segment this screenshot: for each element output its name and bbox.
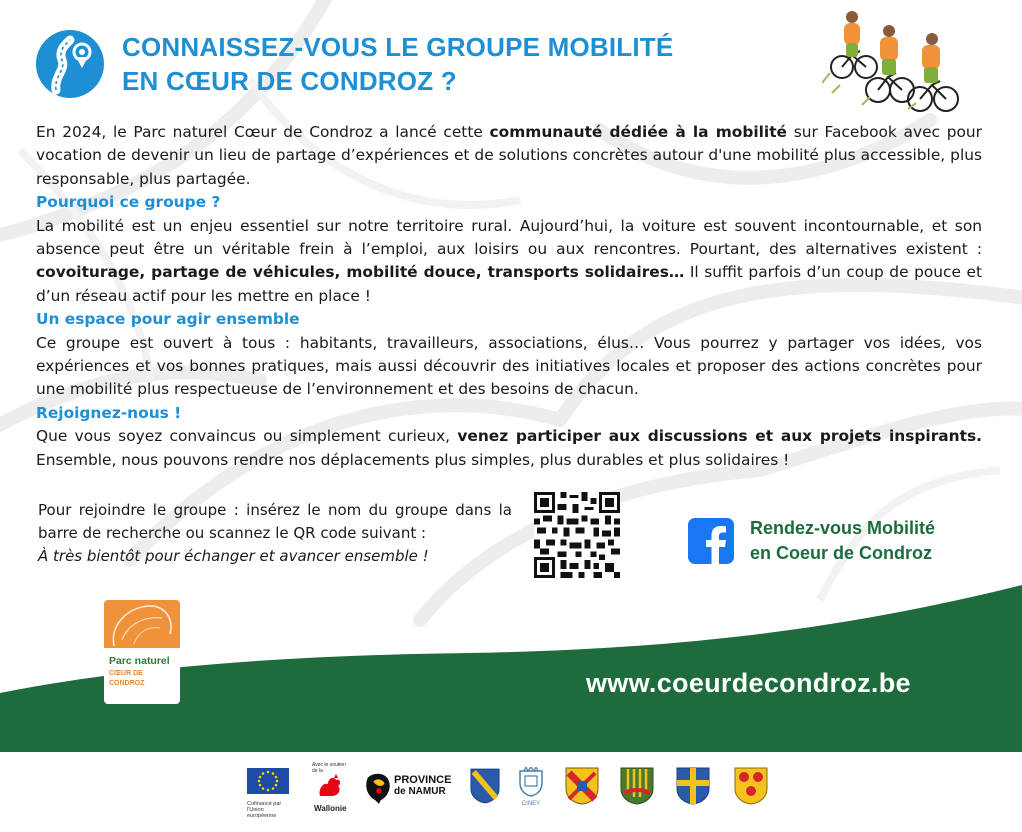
title-line-2: EN CŒUR DE CONDROZ ? xyxy=(122,66,457,96)
shield-3-icon xyxy=(565,767,599,805)
province-namur-label xyxy=(394,774,451,798)
wallonie-label: Wallonie xyxy=(314,804,347,813)
title-line-1: CONNAISSEZ-VOUS LE GROUPE MOBILITÉ xyxy=(122,32,674,62)
province-namur-emblem xyxy=(364,772,392,804)
facebook-line-2: en Coeur de Condroz xyxy=(750,543,933,563)
intro-bold: communauté dédiée à la mobilité xyxy=(489,123,787,141)
eu-caption-1: Cofinancé par xyxy=(247,801,282,807)
shield-4-icon xyxy=(620,767,654,805)
facebook-group-name[interactable] xyxy=(750,516,935,566)
section-heading-join: Rejoignez-nous ! xyxy=(36,403,182,422)
website-url[interactable]: www.coeurdecondroz.be xyxy=(586,668,911,698)
eu-logo xyxy=(247,768,293,819)
rooster-icon xyxy=(316,774,344,800)
province-line-2: de NAMUR xyxy=(394,786,446,797)
qr-code[interactable] xyxy=(534,492,620,578)
footer-partners xyxy=(0,752,1022,832)
road-map-pin-icon xyxy=(36,30,104,98)
join-bold: venez participer aux discussions et aux projets inspirants. xyxy=(457,427,982,446)
facebook-line-1: Rendez-vous Mobilité xyxy=(750,518,936,538)
header xyxy=(36,30,756,110)
join-instructions xyxy=(38,499,512,568)
wallonie-caption: Avec le soutien de la xyxy=(312,762,346,774)
leaf-mark xyxy=(104,600,180,648)
join-text: Pour rejoindre le groupe : insérez le nom du groupe dans la barre de recherche ou scannez le QR code suivant : xyxy=(38,501,512,542)
space-paragraph: Ce groupe est ouvert à tous : habitants, travailleurs, associations, élus… Vous pourrez y partager vos idées, vos expériences et vos bonnes pratiques, mais aussi découvrir des initiatives locales et proposer des actions concrètes pour une mobilité plus respectueuse de l’environnement et des besoins de chacun. xyxy=(36,333,982,399)
ciney-emblem xyxy=(518,767,546,807)
park-logo-line-1: Parc naturel xyxy=(109,655,170,667)
parc-naturel-logo xyxy=(104,600,184,710)
why-paragraph: La mobilité est un enjeu essentiel sur notre territoire rural. Aujourd’hui, la voiture est souvent incontournable, et son absence peut être un véritable frein à l’emploi, aux loisirs ou aux rencontres. Pourtant, des alternatives existent : covoiturage, partage de véhicules, mobilité douce, transports solidaires… Il suffit parfois d’un coup de pouce et d’un réseau actif pour les mettre en place ! xyxy=(36,216,982,305)
why-bold: covoiturage, partage de véhicules, mobilité douce, transports solidaires… xyxy=(36,263,685,282)
eu-flag-icon xyxy=(247,768,289,794)
park-logo-line-3: CONDROZ xyxy=(109,680,145,687)
ciney-label: CINEY xyxy=(521,801,541,807)
section-heading-space: Un espace pour agir ensemble xyxy=(36,310,300,329)
facebook-icon[interactable] xyxy=(688,518,734,564)
shield-6-icon xyxy=(734,767,768,805)
intro-paragraph: En 2024, le Parc naturel Cœur de Condroz a lancé cette communauté dédiée à la mobilité sur Facebook avec pour vocation de devenir un lieu de partage d’expériences et de solutions concrètes autour d'une mobilité plus accessible, plus responsable, plus partagée. xyxy=(36,123,982,188)
cyclists-illustration xyxy=(822,5,972,115)
eu-caption-2: l'Union européenne xyxy=(247,807,277,819)
ciney-shield-icon xyxy=(518,767,544,797)
page-title xyxy=(122,30,673,98)
shield-5-icon xyxy=(676,767,710,805)
park-logo-line-2: CŒUR DE xyxy=(109,670,143,677)
join-sign-off: À très bientôt pour échanger et avancer ensemble ! xyxy=(38,547,429,565)
join-paragraph: Que vous soyez convaincus ou simplement curieux, venez participer aux discussions et aux projets inspirants. Ensemble, nous pouvons rendre nos déplacements plus simples, plus durables et plus solidaires ! xyxy=(36,427,982,469)
shield-1-icon xyxy=(470,767,500,805)
body-text xyxy=(36,121,982,472)
province-line-1: PROVINCE xyxy=(394,774,452,786)
leaf-icon xyxy=(104,600,180,648)
wallonie-logo xyxy=(312,762,350,814)
section-heading-why: Pourquoi ce groupe ? xyxy=(36,193,221,212)
